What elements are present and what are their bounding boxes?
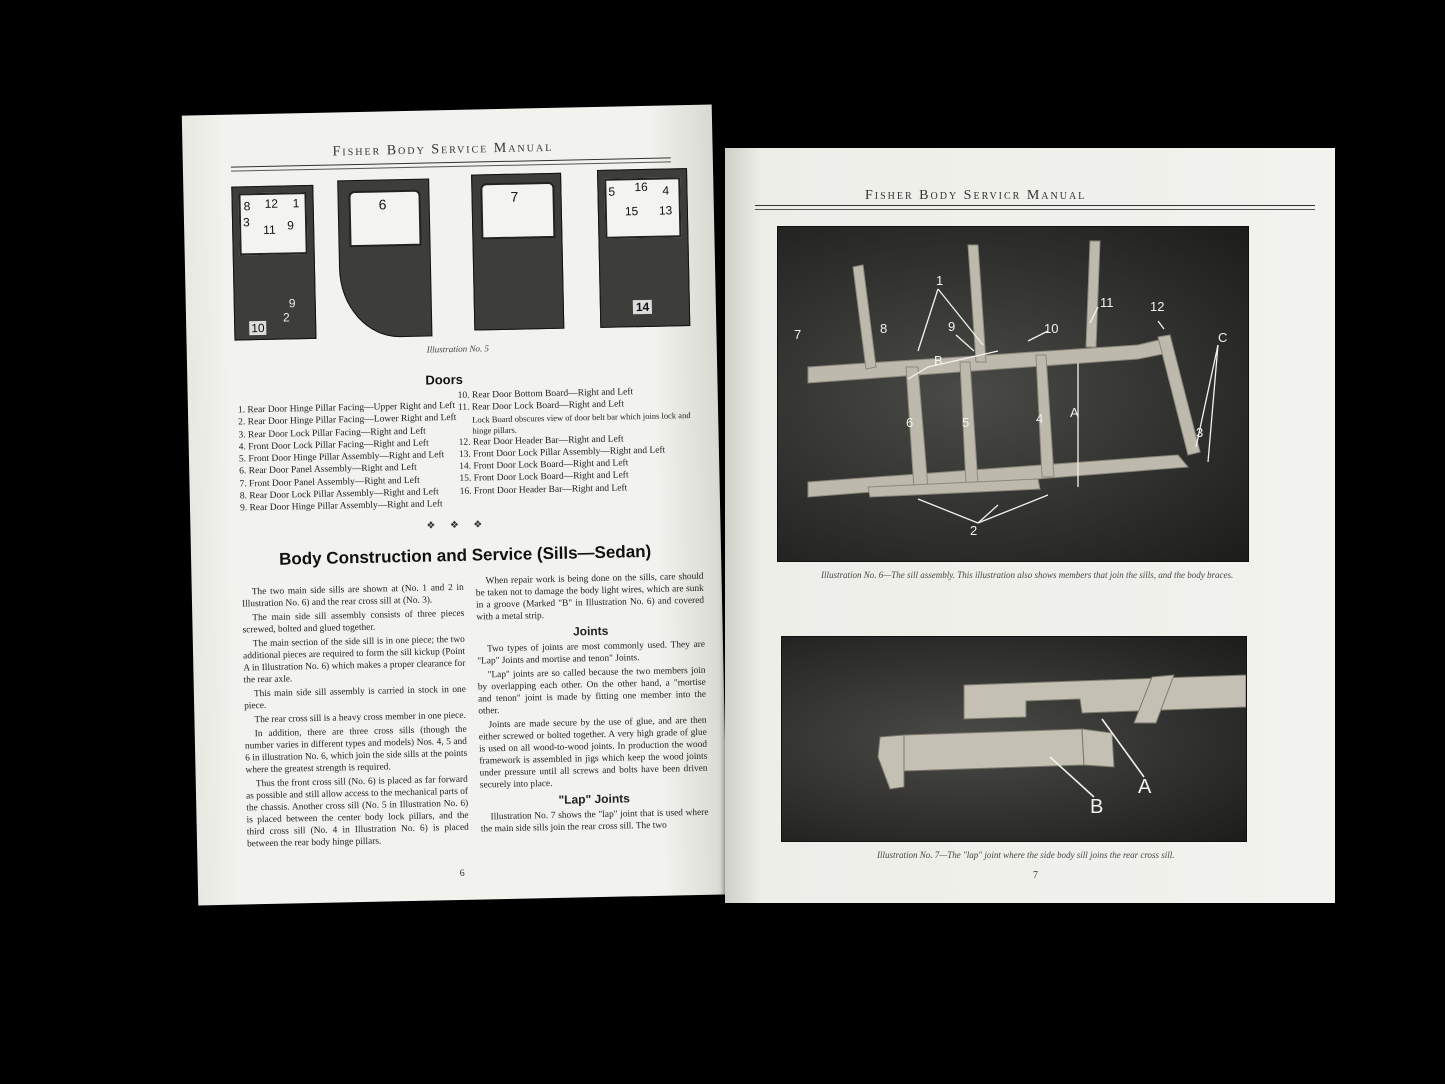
- paragraph: When repair work is being done on the sills, care should be taken not to damage the body light wires, which are sunk in a groove (Marked "B" in Illustration No. 6) and covered with a metal strip.: [475, 571, 705, 623]
- callout-label: C: [1218, 330, 1228, 345]
- door-figure-2: [337, 178, 432, 338]
- callout-label: 4: [1036, 411, 1044, 426]
- door-label: 4: [662, 183, 670, 198]
- list-item: 3. Rear Door Lock Pillar Facing—Right and Left: [238, 426, 426, 441]
- list-item: 15. Front Door Lock Board—Right and Left: [459, 470, 629, 485]
- callout-label: 11: [1100, 295, 1114, 310]
- door-label: 9: [286, 218, 294, 233]
- door-label: 15: [624, 204, 639, 219]
- door-label: 14: [633, 300, 653, 314]
- door-label: 16: [634, 179, 648, 195]
- list-item: 8. Rear Door Lock Pillar Assembly—Right and Left: [239, 487, 439, 502]
- callout-label: 8: [880, 321, 888, 336]
- paragraph: "Lap" joints are so called because the two members join by overlapping each other. On the other hand, a "mortise and tenon" joint is made by fitting one member into the other.: [477, 665, 707, 717]
- callout-label: B: [934, 353, 943, 368]
- list-item: 2. Rear Door Hinge Pillar Facing—Lower Right and Left: [238, 413, 457, 428]
- callout-label: 10: [1044, 321, 1059, 336]
- page-number-left: 6: [459, 867, 465, 879]
- paragraph: Illustration No. 7 shows the "lap" joint that is used where the main side sills join the rear cross sill. The two: [480, 807, 709, 835]
- door-figure-4: [597, 168, 690, 328]
- header-rule-thin: [755, 209, 1315, 210]
- callout-label: A: [1138, 776, 1152, 798]
- text-column-2: [475, 571, 708, 838]
- door-label: 8: [243, 199, 251, 214]
- door-label: 11: [263, 222, 276, 237]
- door-label: 3: [242, 215, 250, 230]
- paragraph: This main side sill assembly is carried in stock in one piece.: [244, 684, 466, 712]
- list-item: 4. Front Door Lock Pillar Facing—Right and Left: [238, 438, 429, 453]
- list-item: 11. Rear Door Lock Board—Right and Left: [457, 399, 625, 414]
- left-page: [182, 105, 728, 906]
- callout-label: 1: [936, 273, 944, 288]
- joints-heading: Joints: [572, 623, 609, 639]
- page-number-right: 7: [1033, 870, 1038, 881]
- paragraph: Two types of joints are most commonly used. They are "Lap" Joints and mortise and tenon" Joints.: [477, 639, 706, 667]
- door-label: 6: [378, 196, 387, 213]
- callout-label: 12: [1150, 299, 1165, 314]
- paragraph: Joints are made secure by the use of glue, and are then either screwed or bolted together. A very high grade of glue is used on all wood-to-wood joints. In production the wood framework is assembled in jigs which keep the wood joints under pressure until all screws and bolts have been driven securely into place.: [478, 715, 708, 791]
- door-label: 9: [288, 296, 296, 311]
- door-figure-3: [471, 173, 564, 331]
- door-label: 12: [264, 196, 279, 211]
- callout-label: 6: [906, 415, 914, 430]
- list-item: 16. Front Door Header Bar—Right and Left: [459, 483, 628, 497]
- text-column-1: [242, 582, 470, 853]
- paragraph: The main section of the side sill is in one piece; the two additional pieces are required to form the sill kickup (Point A in Illustration No. 6) which makes a proper clearance for the rear axle.: [243, 634, 466, 686]
- list-item: 9. Rear Door Hinge Pillar Assembly—Right and Left: [239, 499, 443, 514]
- list-item: 7. Front Door Panel Assembly—Right and Left: [239, 475, 420, 490]
- running-head-right: Fisher Body Servicr Manual: [865, 188, 1087, 203]
- section-ornament: ❖ ❖ ❖: [426, 519, 489, 532]
- lap-joints-heading: "Lap" Joints: [558, 791, 631, 807]
- callout-label: B: [1090, 796, 1104, 818]
- illustration-7-caption: Illustration No. 7—The "lap" joint where the side body sill joins the rear cross sill.: [877, 850, 1175, 860]
- right-page: [725, 148, 1335, 903]
- section-title: Body Construction and Service (Sills—Sedan): [278, 541, 652, 569]
- paragraph: In addition, there are three cross sills (though the number varies in different types and models) Nos. 4, 5 and 6 in illustration No. 6, which join the side sills at the points where the greatest strength is required.: [244, 724, 468, 776]
- callout-label: A: [1070, 405, 1079, 420]
- callout-label: 3: [1196, 425, 1204, 440]
- parts-list-right: [458, 385, 710, 498]
- paragraph: The rear cross sill is a heavy cross member in one piece.: [254, 710, 466, 726]
- callout-label: 2: [970, 523, 978, 538]
- callout-label: 5: [962, 415, 970, 430]
- door-label: 1: [292, 196, 300, 211]
- illustration-7-photo: [781, 636, 1247, 842]
- illustration-6-photo: [777, 226, 1249, 562]
- illustration-6-caption: Illustration No. 6—The sill assembly. This illustration also shows members that join the sills, and the body braces.: [821, 570, 1234, 580]
- list-item: 1. Rear Door Hinge Pillar Facing—Upper Right and Left: [237, 400, 456, 416]
- list-item: 13. Front Door Lock Pillar Assembly—Right and Left: [458, 445, 666, 460]
- running-head-left: Fisher Body Service Manual: [332, 139, 554, 160]
- doors-heading: Doors: [425, 371, 464, 388]
- door-label: 13: [658, 203, 673, 218]
- callout-label: 9: [948, 319, 956, 334]
- illustration-5-caption: Illustration No. 5: [426, 343, 490, 355]
- paragraph: Thus the front cross sill (No. 6) is placed as far forward as possible and still allow access to the mechanical parts of the chassis. Another cross sill (No. 5 in Illustration No. 6) is placed between the center body lock pillars, and the third cross sill (No. 4 in Illustration No. 6) is placed between the rear body hinge pillars.: [245, 774, 469, 850]
- door-label: 7: [510, 188, 519, 205]
- callout-label: 7: [794, 327, 802, 342]
- lap-joint-drawing: [782, 637, 1246, 841]
- door-label: 10: [251, 320, 265, 336]
- paragraph: The main side sill assembly consists of three pieces screwed, bolted and glued together.: [242, 608, 465, 636]
- list-item: 6. Rear Door Panel Assembly—Right and Left: [239, 463, 417, 477]
- list-item: 10. Rear Door Bottom Board—Right and Left: [457, 387, 634, 401]
- door-label: 5: [608, 184, 616, 199]
- sill-assembly-drawing: [778, 227, 1248, 561]
- lock-board-note: Lock Board obscures view of door belt bar which joins lock and hinge pillars.: [472, 409, 691, 436]
- list-item: 14. Front Door Lock Board—Right and Left: [459, 458, 629, 473]
- paragraph: The two main side sills are shown at (No. 1 and 2 in Illustration No. 6) and the rear cross sill at (No. 3).: [241, 582, 464, 610]
- door-figure-1: [231, 185, 316, 341]
- parts-list-left: [238, 400, 458, 515]
- list-item: 12. Rear Door Header Bar—Right and Left: [458, 434, 624, 448]
- door-label: 2: [282, 310, 290, 325]
- header-rule: [755, 205, 1315, 206]
- list-item: 5. Front Door Hinge Pillar Assembly—Right and Left: [238, 450, 445, 465]
